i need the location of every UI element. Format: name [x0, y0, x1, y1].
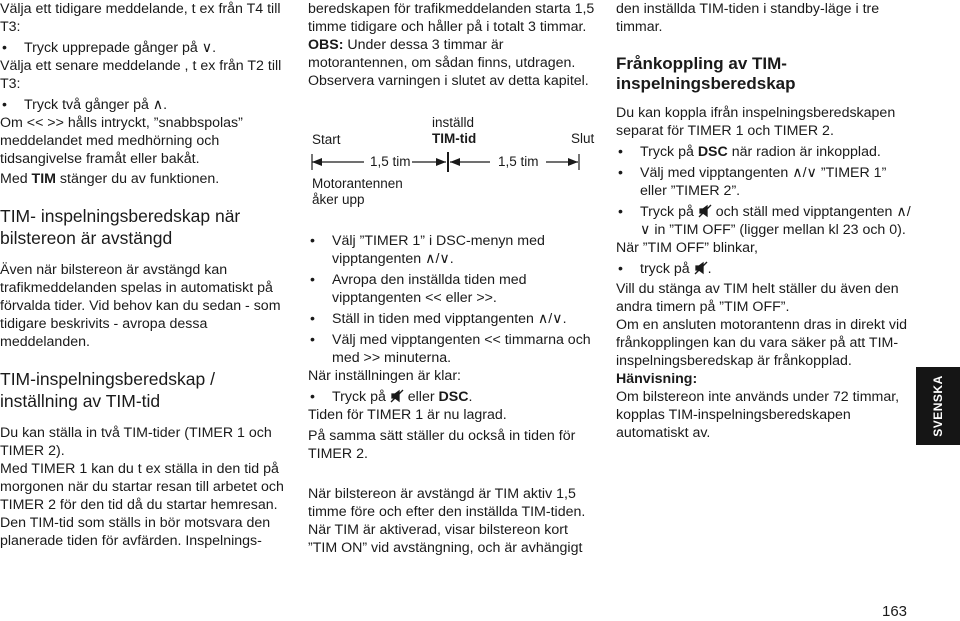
bullet-item	[308, 232, 600, 268]
timeline-diagram	[308, 98, 600, 207]
bullet-text	[640, 260, 912, 278]
paragraph: Du kan ställa in två TIM-tider (TIMER 1 och TIMER 2).	[0, 425, 272, 459]
diagram-antenna-label: åker upp	[312, 192, 365, 207]
paragraph: Vill du stänga av TIM helt ställer du även den andra timern på ”TIM OFF”.	[616, 281, 899, 315]
bullet-item	[616, 203, 912, 239]
text-bold: TIM	[31, 171, 56, 187]
language-tab	[916, 367, 960, 445]
text-span: eller	[403, 389, 439, 405]
timeline-arrows	[308, 98, 600, 188]
column-1	[0, 0, 292, 550]
bullet-item	[616, 143, 912, 161]
text-bold: DSC	[438, 389, 469, 405]
obs-label: OBS:	[308, 37, 344, 53]
bullet-item	[0, 96, 292, 114]
text-span: när radion är inkopplad.	[727, 144, 881, 160]
bullet-item	[0, 39, 292, 57]
paragraph: När TIM är aktiverad, visar bilstereon kort ”TIM ON” vid avstängning, och är avhängigt	[308, 522, 583, 556]
paragraph: beredskapen för trafikmeddelanden starta 1,5 timme tidigare och håller på i totalt 3 timmar.	[308, 1, 595, 35]
text-span: Tryck på	[640, 204, 698, 220]
bullet-text: Välj med vipptangenten ∧/∨ ”TIMER 1” eller ”TIMER 2”.	[640, 165, 887, 199]
bullet-dot: •	[310, 389, 315, 405]
paragraph: Den TIM-tid som ställs in bör motsvara den planerade tiden för avfärden. Inspelnings-	[0, 515, 271, 549]
paragraph: Om bilstereon inte används under 72 timmar, kopplas TIM-inspelningsberedskapen automatiskt av.	[616, 389, 900, 441]
page-number: 163	[882, 603, 908, 620]
bullet-item	[616, 164, 912, 200]
diagram-antenna-label: Motorantennen	[312, 176, 403, 191]
diagram-duration-label: 1,5 tim	[498, 154, 539, 169]
bullet-dot: •	[2, 40, 7, 56]
paragraph: den inställda TIM-tiden i standby-läge i tre timmar.	[616, 1, 880, 35]
instruction-list	[308, 232, 600, 367]
text-bold: DSC	[697, 144, 728, 160]
diagram-start-label: Start	[312, 132, 341, 147]
bullet-text: Tryck två gånger på ∧.	[24, 97, 168, 113]
language-tab-label: SVENSKA	[931, 375, 946, 437]
bullet-dot: •	[310, 272, 315, 288]
text-span: Tryck på	[640, 144, 698, 160]
bullet-item	[308, 388, 600, 406]
speaker-icon	[698, 204, 712, 218]
obs-text: Under dessa 3 timmar är motorantennen, om sådan finns, utdragen. Observera varningen i slutet av detta kapitel.	[308, 37, 589, 89]
diagram-duration-label: 1,5 tim	[370, 154, 411, 169]
section-heading: TIM- inspelningsberedskap när bilstereon är avstängd	[0, 206, 241, 248]
text-span: .	[468, 389, 473, 405]
speaker-icon	[390, 389, 404, 403]
bullet-item	[616, 260, 912, 278]
obs-note	[308, 36, 600, 90]
bullet-text	[332, 388, 600, 406]
text-span: tryck på	[640, 261, 694, 277]
speaker-icon	[694, 261, 708, 275]
paragraph: Med TIMER 1 kan du t ex ställa in den tid på morgonen när du startar resan till arbetet och TIMER 2 för den tid då du startar hemresan.	[0, 461, 284, 513]
bullet-item	[308, 331, 600, 367]
bullet-text: Tryck upprepade gånger på ∨.	[24, 40, 217, 56]
note-label: Hänvisning:	[616, 371, 698, 387]
bullet-dot: •	[618, 261, 623, 277]
paragraph: När ”TIM OFF” blinkar,	[616, 240, 758, 256]
text-span: Tryck på	[332, 389, 390, 405]
bullet-dot: •	[618, 165, 623, 181]
bullet-dot: •	[310, 332, 315, 348]
paragraph: Du kan koppla ifrån inspelningsberedskapen separat för TIMER 1 och TIMER 2.	[616, 105, 896, 139]
paragraph: På samma sätt ställer du också in tiden för TIMER 2.	[308, 428, 576, 462]
bullet-text: Ställ in tiden med vipptangenten ∧/∨.	[332, 311, 567, 327]
column-3	[616, 0, 912, 442]
diagram-end-label: Slut	[571, 131, 595, 146]
section-heading: TIM-inspelningsberedskap / inställning av TIM-tid	[0, 369, 215, 411]
text-span: och ställ med vipptangenten ∧/∨ in ”TIM OFF” (ligger mellan kl 23 och 0).	[640, 204, 911, 238]
text-span: .	[707, 261, 712, 277]
paragraph: Tiden för TIMER 1 är nu lagrad.	[308, 407, 507, 423]
paragraph: Välja ett senare meddelande , t ex från T2 till T3:	[0, 58, 282, 92]
bullet-text: Välj ”TIMER 1” i DSC-menyn med vipptangenten ∧/∨.	[332, 233, 545, 267]
text-span: Med	[0, 171, 32, 187]
paragraph: Om en ansluten motorantenn dras in direkt vid frånkopplingen kan du vara säker på att TIM-inspelningsberedskap är frånkopplad.	[616, 317, 907, 369]
bullet-text	[640, 203, 912, 239]
bullet-item	[308, 310, 600, 328]
section-heading: Frånkoppling av TIM-inspelningsberedskap	[616, 54, 796, 93]
text-span: stänger du av funktionen.	[55, 171, 220, 187]
bullet-dot: •	[310, 233, 315, 249]
paragraph	[0, 170, 292, 188]
bullet-text: Välj med vipptangenten << timmarna och med >> minuterna.	[332, 332, 591, 366]
bullet-dot: •	[2, 97, 7, 113]
diagram-tim-label: TIM-tid	[432, 131, 477, 146]
paragraph: Även när bilstereon är avstängd kan trafikmeddelanden spelas in automatiskt på förvalda tider. Vid behov kan du sedan - som tidigare beskrivits - avropa dessa meddelanden.	[0, 262, 281, 350]
paragraph: När bilstereon är avstängd är TIM aktiv 1,5 timme före och efter den inställda TIM-tiden.	[308, 486, 586, 520]
bullet-text: Avropa den inställda tiden med vipptangenten << eller >>.	[332, 272, 527, 306]
bullet-text	[640, 143, 912, 161]
bullet-dot: •	[310, 311, 315, 327]
paragraph: Om << >> hålls intryckt, ”snabbspolas” meddelandet med medhörning och tidsangivelse framåt eller bakåt.	[0, 115, 243, 167]
column-2	[308, 0, 600, 557]
bullet-dot: •	[618, 204, 623, 220]
paragraph: När inställningen är klar:	[308, 368, 461, 384]
diagram-set-label: inställd	[432, 115, 475, 130]
bullet-dot: •	[618, 144, 623, 160]
paragraph: Välja ett tidigare meddelande, t ex från T4 till T3:	[0, 1, 281, 35]
bullet-item	[308, 271, 600, 307]
